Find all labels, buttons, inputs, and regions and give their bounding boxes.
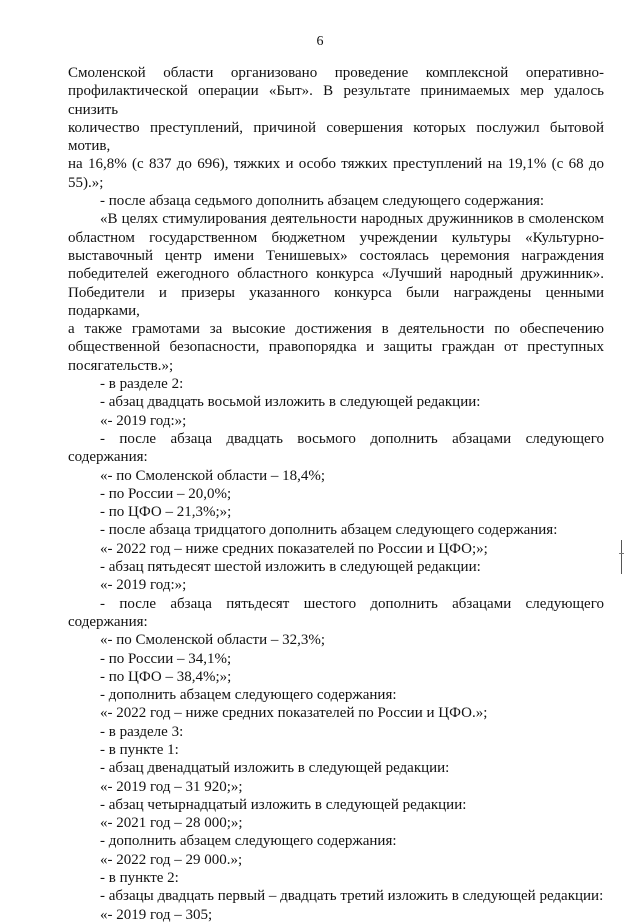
paragraph-line: победителей ежегодного областного конкурса «Лучший народный дружинник». — [68, 266, 604, 283]
paragraph-line: а также грамотами за высокие достижения в деятельности по обеспечению — [68, 321, 604, 338]
amendment-line: - в пункте 2: — [100, 870, 179, 887]
amendment-line: - по России – 34,1%; — [100, 650, 232, 667]
amendment-line: - в пункте 1: — [100, 741, 179, 758]
paragraph-line: Смоленской области организовано проведение комплексной оперативно- — [68, 65, 604, 81]
amendment-line: «- 2019 год – 305; — [100, 906, 213, 923]
amendment-line: «- 2022 год – ниже средних показателей по России и ЦФО;»; — [100, 540, 488, 557]
paragraph-line: - после абзаца двадцать восьмого дополнить абзацами следующего — [100, 430, 604, 447]
paragraph-line: «В целях стимулирования деятельности народных дружинников в смоленском — [100, 211, 604, 228]
amendment-line: - дополнить абзацем следующего содержания: — [100, 833, 397, 850]
document-body — [68, 64, 604, 924]
paragraph-line: Победители и призеры указанного конкурса были награждены ценными подарками, — [68, 284, 604, 319]
margin-mark — [621, 540, 622, 574]
amendment-line: - по ЦФО – 21,3%;»; — [100, 504, 232, 521]
amendment-line: «- 2022 год – 29 000.»; — [100, 851, 243, 868]
amendment-line: - по России – 20,0%; — [100, 485, 232, 502]
amendment-line: - в разделе 3: — [100, 723, 184, 740]
page-number: 6 — [316, 34, 324, 49]
amendment-line: «- 2019 год:»; — [100, 412, 187, 429]
paragraph-line: общественной безопасности, правопорядка и защиты граждан от преступных — [68, 339, 604, 356]
amendment-line: «- 2019 год:»; — [100, 577, 187, 594]
amendment-line: «- 2019 год – 31 920;»; — [100, 778, 243, 795]
paragraph-line: на 16,8% (с 837 до 696), тяжких и особо тяжких преступлений на 19,1% (с 68 до — [68, 156, 604, 173]
amendment-line: - после абзаца седьмого дополнить абзацем следующего содержания: — [100, 193, 545, 210]
paragraph-line: выставочный центр имени Тенишевых» состоялась церемония награждения — [68, 247, 604, 264]
amendment-line: - абзац двадцать восьмой изложить в следующей редакции: — [100, 394, 481, 411]
amendment-line: - по ЦФО – 38,4%;»; — [100, 668, 232, 685]
paragraph-line: посягательств.»; — [68, 357, 174, 374]
paragraph-line: содержания: — [68, 613, 148, 630]
paragraph-line: областном государственном бюджетном учреждении культуры «Культурно- — [68, 229, 604, 246]
paragraph-line: содержания: — [68, 449, 148, 466]
amendment-line: «- 2022 год – ниже средних показателей по России и ЦФО.»; — [100, 705, 488, 722]
amendment-line: - абзац двенадцатый изложить в следующей редакции: — [100, 760, 450, 777]
margin-mark-tick — [619, 553, 624, 554]
paragraph-line: профилактической операции «Быт». В результате принимаемых мер удалось снизить — [68, 83, 604, 118]
amendment-line: - после абзаца тридцатого дополнить абзацем следующего содержания: — [100, 522, 558, 539]
amendment-line: «- по Смоленской области – 32,3%; — [100, 632, 326, 649]
amendment-line: - абзацы двадцать первый – двадцать третий изложить в следующей редакции: — [100, 888, 604, 905]
amendment-line: - в разделе 2: — [100, 376, 184, 393]
amendment-line: «- по Смоленской области – 18,4%; — [100, 467, 326, 484]
amendment-line: - абзац четырнадцатый изложить в следующей редакции: — [100, 796, 467, 813]
amendment-line: - абзац пятьдесят шестой изложить в следующей редакции: — [100, 559, 481, 576]
paragraph-line: количество преступлений, причиной совершения которых послужил бытовой мотив, — [68, 119, 604, 155]
paragraph-line: - после абзаца пятьдесят шестого дополнить абзацами следующего — [100, 595, 604, 612]
amendment-line: - дополнить абзацем следующего содержания: — [100, 687, 397, 704]
amendment-line: «- 2021 год – 28 000;»; — [100, 815, 243, 832]
paragraph-line: 55).»; — [68, 174, 104, 191]
